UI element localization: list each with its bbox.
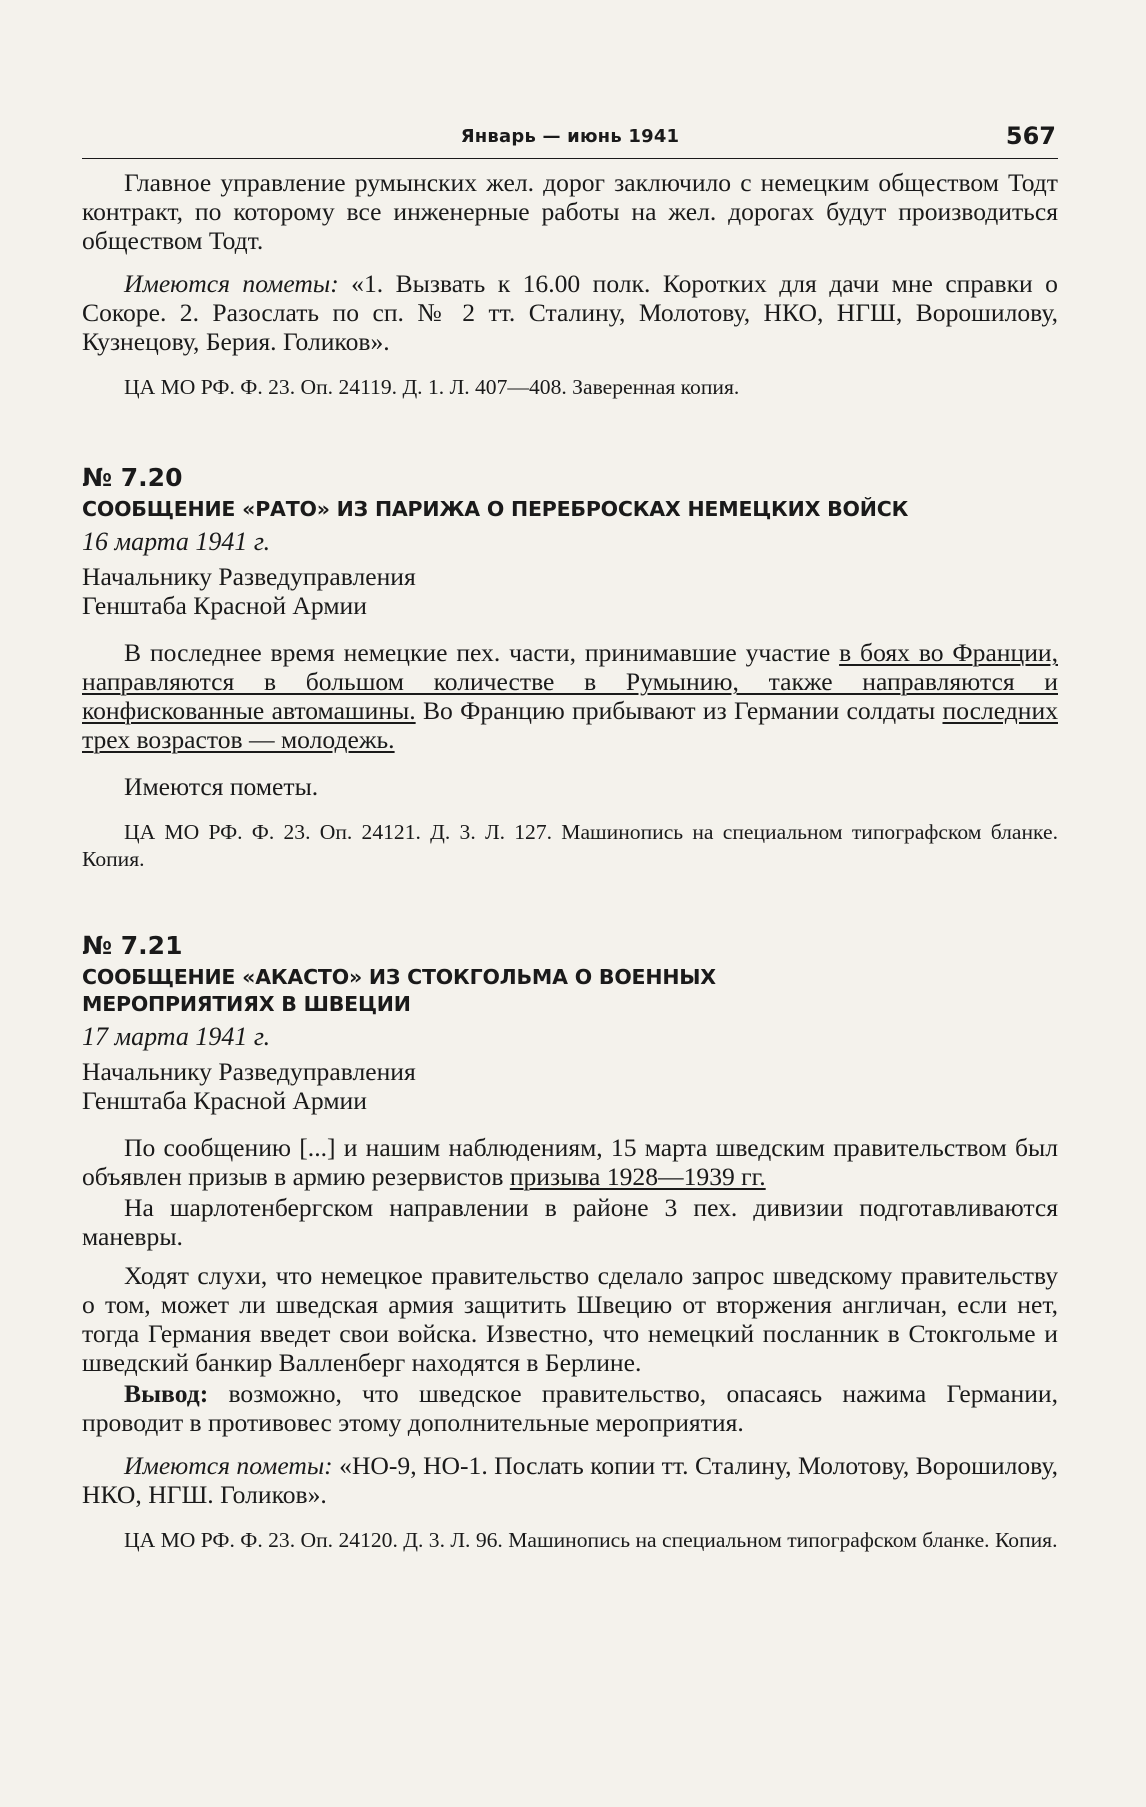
doc-720-addressee-line2: Генштаба Красной Армии bbox=[82, 591, 367, 620]
doc-721-notes-text: «НО-9, НО-1. Послать копии тт. Сталину, Молотову, Ворошилову, НКО, НГШ. Голиков». bbox=[82, 1451, 1058, 1509]
doc-720-archive-reference: ЦА МО РФ. Ф. 23. Оп. 24121. Д. 3. Л. 127. Машинопись на специальном типографском бланке. Копия. bbox=[82, 820, 1058, 871]
doc-721-paragraph-2: На шарлотенбергском направлении в районе 3 пех. дивизии подготавливаются маневры. bbox=[82, 1193, 1058, 1251]
doc-720-underlined-1: в боях во Франции, направляются в большом количестве в Румынию, также направляются и конфискованные автомашины. bbox=[82, 638, 1058, 725]
doc-721-addressee-line2: Генштаба Красной Армии bbox=[82, 1086, 367, 1115]
page-number: 567 bbox=[1005, 122, 1056, 150]
doc-720-addressee-line1: Начальнику Разведуправления bbox=[82, 562, 416, 591]
page-content bbox=[82, 168, 1058, 1554]
doc-721-paragraph-1-text: По сообщению [...] и нашим наблюдениям, 15 марта шведским правительством был объявлен призыв в армию резервистов bbox=[82, 1133, 1058, 1191]
doc-721-title bbox=[82, 964, 1058, 1018]
doc-721-addressee-line1: Начальнику Разведуправления bbox=[82, 1057, 416, 1086]
doc-721-notes bbox=[82, 1451, 1058, 1509]
doc-720-underlined-2: последних трех возрастов — молодежь. bbox=[82, 696, 1058, 754]
doc-721-number: № 7.21 bbox=[82, 931, 183, 960]
doc-720-notes: Имеются пометы. bbox=[124, 772, 319, 801]
doc-720-body-start: В последнее время немецкие пех. части, принимавшие участие bbox=[124, 638, 840, 667]
doc-721-title-line1: СООБЩЕНИЕ «АКАСТО» ИЗ СТОКГОЛЬМА О ВОЕННЫХ bbox=[82, 965, 716, 989]
doc-721-addressee bbox=[82, 1057, 1058, 1115]
doc-721-title-line2: МЕРОПРИЯТИЯХ В ШВЕЦИИ bbox=[82, 992, 411, 1016]
intro-notes-text: «1. Вызвать к 16.00 полк. Коротких для дачи мне справки о Сокоре. 2. Разослать по сп. № 2 тт. Сталину, Молотову, НКО, НГШ, Ворошилову, Кузнецову, Берия. Голиков». bbox=[82, 269, 1058, 356]
doc-720-addressee bbox=[82, 562, 1058, 620]
doc-721-conclusion-text: возможно, что шведское правительство, опасаясь нажима Германии, проводит в противовес этому дополнительные мероприятия. bbox=[82, 1379, 1058, 1437]
doc-721-notes-label: Имеются пометы: bbox=[124, 1451, 333, 1480]
doc-721-archive-reference: ЦА МО РФ. Ф. 23. Оп. 24120. Д. 3. Л. 96. Машинопись на специальном типографском бланке. Копия. bbox=[124, 1528, 1058, 1552]
doc-721-underlined-1: призыва 1928—1939 гг. bbox=[509, 1162, 766, 1191]
running-header bbox=[82, 124, 1058, 159]
doc-720-number: № 7.20 bbox=[82, 463, 183, 492]
intro-notes bbox=[82, 269, 1058, 356]
doc-721-conclusion-label: Вывод: bbox=[124, 1379, 209, 1408]
doc-721-date: 17 марта 1941 г. bbox=[82, 1022, 271, 1051]
doc-720-body-middle: Во Францию прибывают из Германии солдаты bbox=[415, 696, 943, 725]
intro-notes-label: Имеются пометы: bbox=[124, 269, 339, 298]
running-title: Январь — июнь 1941 bbox=[460, 126, 680, 147]
doc-721-paragraph-3: Ходят слухи, что немецкое правительство сделало запрос шведскому правительству о том, может ли шведская армия защитить Швецию от вторжения англичан, если нет, тогда Германия введет свои войска. Известно, что немецкий посланник в Стокгольме и шведский банкир Валленберг находятся в Берлине. bbox=[82, 1261, 1058, 1377]
intro-archive-reference: ЦА МО РФ. Ф. 23. Оп. 24119. Д. 1. Л. 407—408. Заверенная копия. bbox=[124, 375, 740, 399]
doc-721-conclusion bbox=[82, 1379, 1058, 1437]
intro-paragraph: Главное управление румынских жел. дорог заключило с немецким обществом Тодт контракт, по которому все инженерные работы на жел. дорогах будут производиться обществом Тодт. bbox=[82, 168, 1058, 255]
doc-720-body bbox=[82, 638, 1058, 754]
doc-721-paragraph-1 bbox=[82, 1133, 1058, 1191]
doc-720-date: 16 марта 1941 г. bbox=[82, 527, 271, 556]
doc-720-title: СООБЩЕНИЕ «РАТО» ИЗ ПАРИЖА О ПЕРЕБРОСКАХ НЕМЕЦКИХ ВОЙСК bbox=[82, 497, 909, 521]
